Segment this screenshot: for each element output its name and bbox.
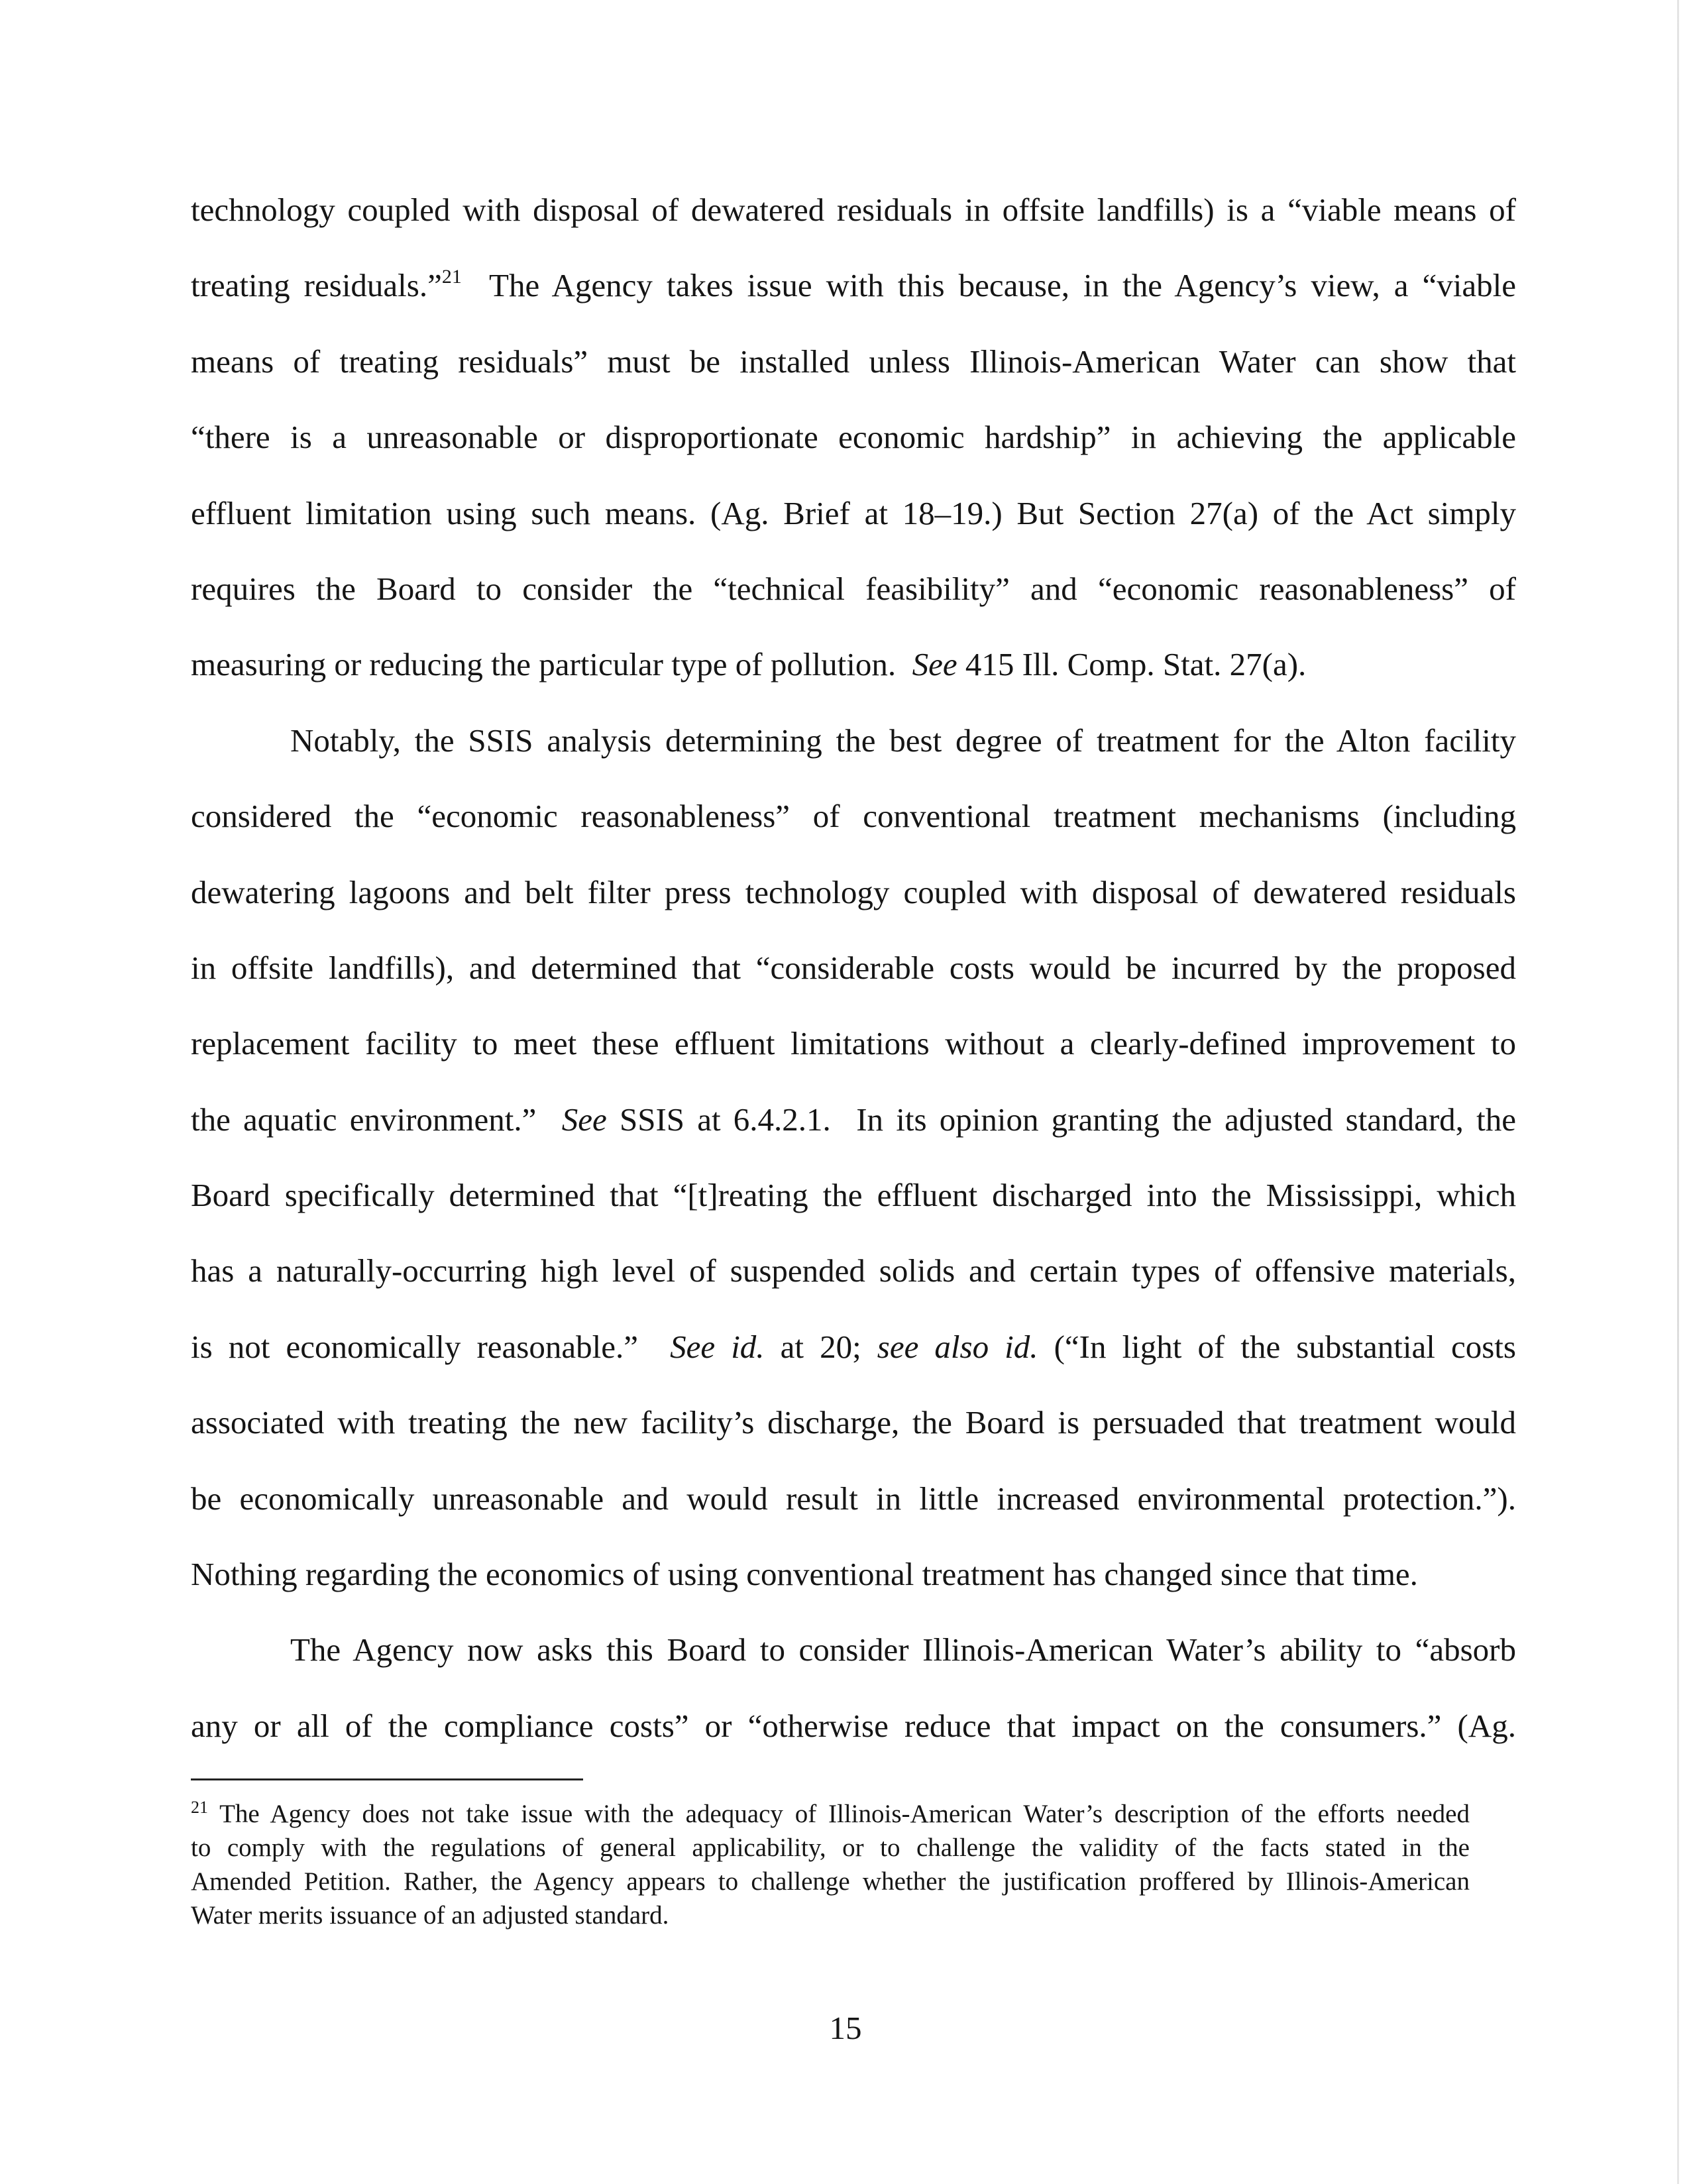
text-run: is not economically reasonable.”	[191, 1328, 671, 1365]
paragraph-1-line-5: effluent limitation using such means. (Ag. Brief at 18–19.) But Section 27(a) of the Act simply	[191, 494, 1516, 531]
text-run: SSIS at 6.4.2.1. In its opinion granting the adjusted standard, the	[606, 1101, 1516, 1138]
paragraph-1-line-7	[191, 627, 1516, 702]
text-run: at 20;	[764, 1328, 877, 1365]
text-run: the aquatic environment.”	[191, 1101, 562, 1138]
paragraph-3-line-1: The Agency now asks this Board to consider Illinois-American Water’s ability to “absorb	[290, 1631, 1516, 1668]
citation-signal: See	[561, 1101, 607, 1138]
text-run: (“In light of the substantial costs	[1038, 1328, 1516, 1365]
footnote-reference-21[interactable]: 21	[441, 266, 462, 288]
paragraph-2-line-3: dewatering lagoons and belt filter press technology coupled with disposal of dewatered residuals	[191, 873, 1516, 910]
text-run: treating residuals.”	[191, 267, 442, 304]
paragraph-2-line-8: has a naturally-occurring high level of suspended solids and certain types of offensive materials,	[191, 1252, 1516, 1289]
paragraph-2-line-7: Board specifically determined that “[t]reating the effluent discharged into the Mississippi, which	[191, 1177, 1516, 1214]
paragraph-2-line-11: be economically unreasonable and would result in little increased environmental protection.”).	[191, 1480, 1516, 1517]
page-number: 15	[829, 2010, 862, 2046]
footnote-number: 21	[191, 1798, 208, 1817]
paragraph-1-line-1: technology coupled with disposal of dewatered residuals in offsite landfills) is a “viable means of	[191, 191, 1516, 228]
paragraph-2-line-5: replacement facility to meet these effluent limitations without a clearly-defined improvement to	[191, 1025, 1516, 1062]
citation-signal: see also id.	[877, 1328, 1038, 1365]
citation-signal: See	[912, 646, 957, 683]
footnote-line-3: Amended Petition. Rather, the Agency appears to challenge whether the justification proffered by Illinois-American	[191, 1867, 1470, 1896]
paragraph-2-line-10: associated with treating the new facility’s discharge, the Board is persuaded that treatment would	[191, 1404, 1516, 1441]
paragraph-1-line-4: “there is a unreasonable or disproportionate economic hardship” in achieving the applicable	[191, 419, 1516, 456]
paragraph-3-line-2: any or all of the compliance costs” or “otherwise reduce that impact on the consumers.” (Ag.	[191, 1707, 1516, 1744]
paragraph-2-line-6	[191, 1082, 1516, 1158]
footnote-line-1	[191, 1797, 1470, 1831]
footnote-separator	[191, 1778, 583, 1780]
paragraph-2-line-1: Notably, the SSIS analysis determining the best degree of treatment for the Alton facility	[290, 722, 1516, 759]
paragraph-2-line-2: considered the “economic reasonableness” of conventional treatment mechanisms (including	[191, 798, 1516, 835]
citation-signal: See id.	[670, 1328, 765, 1365]
paragraph-2-line-12: Nothing regarding the economics of using conventional treatment has changed since that time.	[191, 1556, 1418, 1593]
paragraph-2-line-9	[191, 1309, 1516, 1385]
paragraph-1-line-3: means of treating residuals” must be installed unless Illinois-American Water can show that	[191, 343, 1516, 380]
text-run: The Agency does not take issue with the adequacy of Illinois-American Water’s description of the efforts needed	[208, 1800, 1470, 1828]
footnote-line-4: Water merits issuance of an adjusted standard.	[191, 1901, 669, 1930]
footnote-21	[191, 1797, 1470, 1932]
footnote-line-2: to comply with the regulations of general applicability, or to challenge the validity of the facts stated in the	[191, 1833, 1470, 1862]
paragraph-2-line-4: in offsite landfills), and determined that “considerable costs would be incurred by the proposed	[191, 949, 1516, 986]
text-run: 415 Ill. Comp. Stat. 27(a).	[957, 646, 1307, 683]
text-run: The Agency takes issue with this because, in the Agency’s view, a “viable	[461, 267, 1516, 304]
paragraph-1-line-2	[191, 248, 1516, 323]
body-text	[191, 172, 1516, 1764]
paragraph-1-line-6: requires the Board to consider the “technical feasibility” and “economic reasonableness” of	[191, 570, 1516, 607]
text-run: measuring or reducing the particular type of pollution.	[191, 646, 912, 683]
scan-edge-line	[1677, 0, 1679, 2184]
